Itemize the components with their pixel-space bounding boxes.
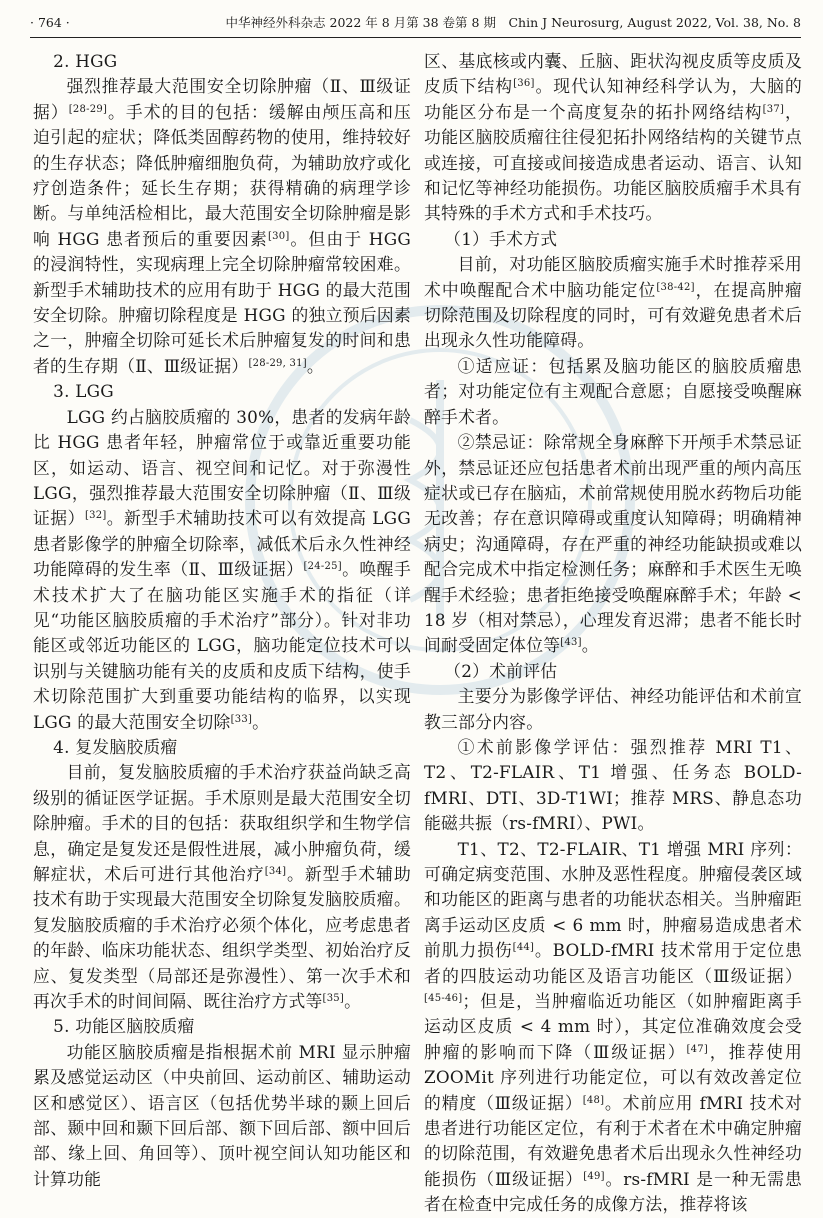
running-head: 中华神经外科杂志 2022 年 8 月第 38 卷第 8 期 Chin J Neurosurg, August 2022, Vol. 38, No. 8 <box>225 15 801 30</box>
text-run: 。 <box>344 991 362 1012</box>
body-paragraph <box>33 1040 411 1192</box>
text-run: 目前，复发脑胶质瘤的手术治疗获益尚缺乏高级别的循证医学证据。手术原则是最大范围安全切除肿瘤。手术的目的包括：获取组织学和生物学信息，确定是复发还是假性进展，减小肿瘤负荷，缓解症状，术后可进行其他治疗 <box>33 762 411 884</box>
body-paragraph <box>33 760 411 1014</box>
citation-ref: [48] <box>582 1094 605 1106</box>
section-heading: （2）术前评估 <box>444 660 558 681</box>
citation-ref: [30] <box>267 230 290 242</box>
text-run: 强烈推荐最大范围安全切除肿瘤（Ⅱ、Ⅲ级证据） <box>33 76 411 122</box>
section-heading: （1）手术方式 <box>444 228 558 249</box>
text-run: 。rs-fMRI 是一种无需患者在检查中完成任务的成像方法，推荐将该 <box>424 1168 803 1215</box>
section-heading: 5. 功能区脑胶质瘤 <box>53 1016 195 1037</box>
body-paragraph <box>424 430 802 659</box>
body-paragraph <box>424 684 802 735</box>
text-run: ①术前影像学评估：强烈推荐 MRI T1、T2、T2-FLAIR、T1 增强、任务态 BOLD-fMRI、DTI、3D-T1WI；推荐 MRS、静息态功能磁共振（rs-fMRI）、PWI。 <box>424 736 802 834</box>
right-column <box>424 49 802 1218</box>
section-heading: 4. 复发脑胶质瘤 <box>53 736 178 757</box>
text-run: ①适应证：包括累及脑功能区的脑胶质瘤患者；对功能定位有主观配合意愿；自愿接受唤醒麻醉手术者。 <box>424 355 802 427</box>
text-run: ；但是，当肿瘤临近功能区（如肿瘤距离手运动区皮质 < 4 mm 时），其定位准确效度会受肿瘤的影响而下降（Ⅲ级证据） <box>424 991 802 1062</box>
page-header <box>30 12 801 34</box>
citation-ref: [34] <box>264 866 287 877</box>
text-run: 。新型手术辅助技术有助于实现最大范围安全切除复发脑胶质瘤。复发脑胶质瘤的手术治疗必须个体化，应考虑患者的年龄、临床功能状态、组织学类型、初始治疗反应、复发类型（局部还是弥漫性）、第一次手术和再次手术的时间间隔、既往治疗方式等 <box>33 864 411 1012</box>
text-run: LGG 约占脑胶质瘤的 30%，患者的发病年龄比 HGG 患者年轻，肿瘤常位于或靠近重要功能区，如运动、语言、视空间和记忆。对于弥漫性 LGG，强烈推荐最大范围安全切除肿瘤（Ⅱ、Ⅲ级证据） <box>33 406 411 529</box>
body-paragraph <box>424 354 802 430</box>
text-run: ，在提高肿瘤切除范围及切除程度的同时，可有效避免患者术后出现永久性功能障碍。 <box>424 279 802 351</box>
text-run: 。唤醒手术技术扩大了在脑功能区实施手术的指征（详见“功能区脑胶质瘤的手术治疗”部分）。针对非功能区或邻近功能区的 LGG，脑功能定位技术可以识别与关键脑功能有关的皮质和皮质下结构，使手术切除范围扩大到重要功能结构的临界，以实现 LGG 的最大范围安全切除 <box>33 559 411 732</box>
text-run: ，功能区脑胶质瘤往往侵犯拓扑网络结构的关键节点或连接，可直接或间接造成患者运动、语言、认知和记忆等神经功能损伤。功能区脑胶质瘤手术具有其特殊的手术方式和手术技巧。 <box>424 101 802 224</box>
text-run: 。术前应用 fMRI 技术对患者进行功能区定位，有利于术者在术中确定肿瘤的切除范围，有效避免患者术后出现永久性神经功能损伤（Ⅲ级证据） <box>424 1092 802 1189</box>
text-run: 。新型手术辅助技术可以有效提高 LGG 患者影像学的肿瘤全切除率，减低术后永久性神经功能障碍的发生率（Ⅱ、Ⅲ级证据） <box>33 508 411 580</box>
text-run: 。现代认知神经科学认为，大脑的功能区分布是一个高度复杂的拓扑网络结构 <box>424 76 802 122</box>
citation-ref: [28-29, 31] <box>248 357 307 369</box>
citation-ref: [38-42] <box>656 281 695 293</box>
citation-ref: [49] <box>583 1170 605 1182</box>
text-run: ，推荐使用 ZOOMit 序列进行功能定位，可以有效改善定位的精度（Ⅲ级证据） <box>424 1041 802 1113</box>
text-run: 。 <box>306 355 324 376</box>
citation-ref: [24-25] <box>303 561 342 573</box>
body-paragraph <box>33 74 411 379</box>
citation-ref: [45-46] <box>424 993 463 1005</box>
text-run: 。 <box>252 711 270 732</box>
citation-ref: [35] <box>322 993 345 1005</box>
citation-ref: [33] <box>230 713 253 725</box>
citation-ref: [44] <box>512 942 535 954</box>
citation-ref: [32] <box>84 510 107 522</box>
text-run: 目前，对功能区脑胶质瘤实施手术时推荐采用术中唤醒配合术中脑功能定位 <box>424 254 802 300</box>
text-run: 主要分为影像学评估、神经功能评估和术前宣教三部分内容。 <box>424 686 802 732</box>
text-run: T1、T2、T2-FLAIR、T1 增强 MRI 序列：可确定病变范围、水肿及恶性程度。肿瘤侵袭区域和功能区的距离与患者的功能状态相关。当肿瘤距离手运动区皮质 < 6 mm 时，肿瘤易造成患者术前肌力损伤 <box>424 838 802 961</box>
body-paragraph <box>424 252 802 354</box>
citation-ref: [36] <box>513 78 535 90</box>
citation-ref: [47] <box>686 1043 709 1055</box>
page-number: · 764 · <box>30 15 70 30</box>
text-run: 。但由于 HGG 的浸润特性，实现病理上完全切除肿瘤常较困难。新型手术辅助技术的应用有助于 HGG 的最大范围安全切除。肿瘤切除程度是 HGG 的独立预后因素之一，肿瘤全切除可延长术后肿瘤复发的时间和患者的生存期（Ⅱ、Ⅲ级证据） <box>33 228 411 376</box>
citation-ref: [28-29] <box>68 103 108 115</box>
text-run: 。BOLD-fMRI 技术常用于定位患者的四肢运动功能区及语言功能区（Ⅲ级证据） <box>424 940 802 986</box>
body-paragraph <box>424 735 802 837</box>
text-run: 功能区脑胶质瘤是指根据术前 MRI 显示肿瘤累及感觉运动区（中央前回、运动前区、辅助运动区和感觉区）、语言区（包括优势半球的颞上回后部、颞中回和颞下回后部、额下回后部、额中回后部、缘上回、角回等）、顶叶视空间认知功能区和计算功能 <box>33 1041 411 1189</box>
citation-ref: [43] <box>560 637 582 649</box>
section-heading: 2. HGG <box>53 51 118 71</box>
text-run: 。 <box>581 635 599 656</box>
body-paragraph <box>33 405 411 735</box>
citation-ref: [37] <box>762 103 785 115</box>
section-heading: 3. LGG <box>53 381 114 402</box>
text-run: 。手术的目的包括：缓解由颅压高和压迫引起的症状；降低类固醇药物的使用，维持较好的生存状态；降低肿瘤细胞负荷，为辅助放疗或化疗创造条件；延长生存期；获得精确的病理学诊断。与单纯活检相比，最大范围安全切除肿瘤是影响 HGG 患者预后的重要因素 <box>33 101 411 249</box>
left-column <box>33 49 411 1192</box>
body-paragraph <box>424 49 802 227</box>
body-paragraph <box>424 837 802 1218</box>
text-run: ②禁忌证：除常规全身麻醉下开颅手术禁忌证外，禁忌证还应包括患者术前出现严重的颅内高压症状或已存在脑疝，术前常规使用脱水药物后功能无改善；存在意识障碍或重度认知障碍；明确精神病史；沟通障碍，存在严重的神经功能缺损或难以配合完成术中指定检测任务；麻醉和手术医生无唤醒手术经验；患者拒绝接受唤醒麻醉手术；年龄 < 18 岁（相对禁忌），心理发育迟滞；患者不能长时间耐受固定体位等 <box>424 432 802 656</box>
text-run: 区、基底核或内囊、丘脑、距状沟视皮质等皮质及皮质下结构 <box>424 51 802 97</box>
header-rule <box>30 37 801 38</box>
